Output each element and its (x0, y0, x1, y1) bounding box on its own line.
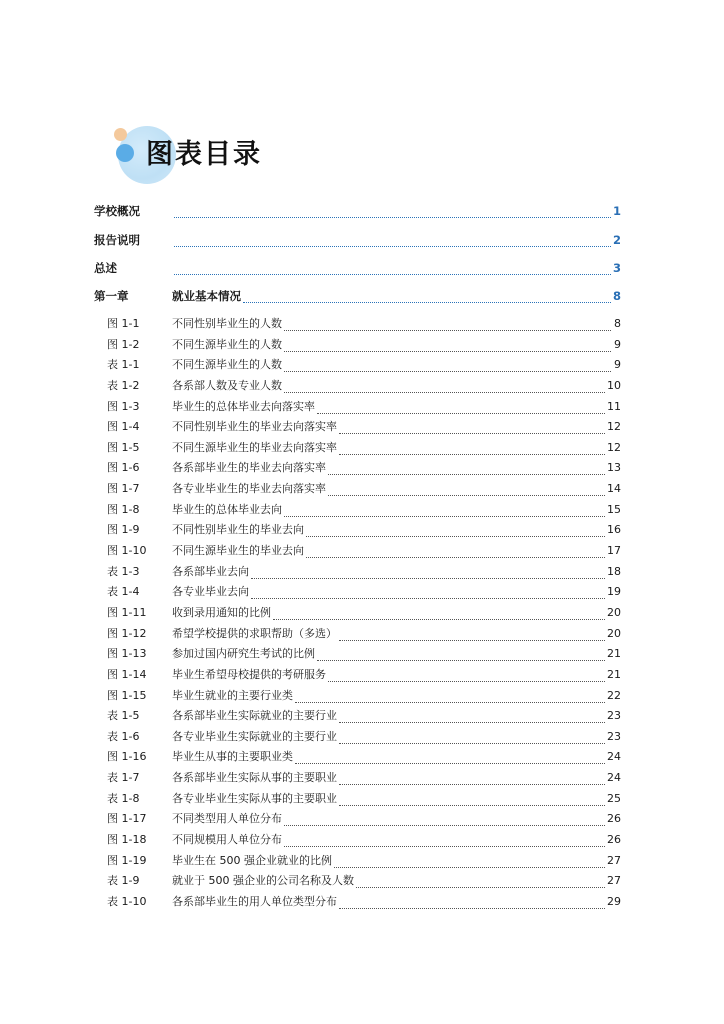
toc-entry-title: 不同性别毕业生的毕业去向 (172, 523, 304, 536)
toc-leader-dots (339, 630, 605, 641)
toc-figure-row[interactable] (94, 581, 621, 599)
toc-leader-dots (306, 526, 605, 537)
toc-entry-label: 图 1-5 (107, 441, 140, 454)
toc-leader-dots (251, 568, 605, 579)
toc-entry-title: 不同性别毕业生的人数 (172, 317, 282, 330)
toc-entry-label: 图 1-12 (107, 627, 147, 640)
toc-entry-title: 各系部毕业生的毕业去向落实率 (172, 461, 326, 474)
toc-entry-label: 表 1-1 (107, 358, 140, 371)
toc-entry-title: 毕业生的总体毕业去向 (172, 503, 282, 516)
toc-leader-dots (284, 506, 605, 517)
toc-page-number: 15 (607, 503, 621, 516)
toc-figure-row[interactable] (94, 746, 621, 764)
toc-page-number: 8 (612, 289, 621, 303)
toc-page-number: 24 (607, 771, 621, 784)
toc-entry-title: 各系部毕业生的用人单位类型分布 (172, 895, 337, 908)
toc-page-number: 2 (612, 233, 621, 247)
toc-figure-row[interactable] (94, 623, 621, 641)
toc-entry-label: 表 1-8 (107, 792, 140, 805)
toc-entry-label: 表 1-5 (107, 709, 140, 722)
toc-leader-dots (306, 547, 605, 558)
toc-figure-row[interactable] (94, 396, 621, 414)
toc-entry-title: 就业基本情况 (172, 289, 241, 303)
toc-leader-dots (174, 207, 611, 218)
toc-entry-label: 图 1-1 (107, 317, 140, 330)
toc-entry-title: 各专业毕业生的毕业去向落实率 (172, 482, 326, 495)
toc-page-number: 23 (607, 730, 621, 743)
toc-entry-title: 各专业毕业生实际从事的主要职业 (172, 792, 337, 805)
toc-leader-dots (328, 485, 605, 496)
toc-entry-title: 不同生源毕业生的毕业去向落实率 (172, 441, 337, 454)
toc-section-row[interactable] (94, 229, 621, 247)
toc-figure-row[interactable] (94, 602, 621, 620)
toc-page-number: 21 (607, 647, 621, 660)
toc-entry-title: 各系部毕业去向 (172, 565, 249, 578)
toc-page-number: 13 (607, 461, 621, 474)
toc-entry-title: 收到录用通知的比例 (172, 606, 271, 619)
toc-page-number: 3 (612, 261, 621, 275)
toc-entry-title: 毕业生从事的主要职业类 (172, 750, 293, 763)
toc-page-number: 24 (607, 750, 621, 763)
toc-entry-title: 不同规模用人单位分布 (172, 833, 282, 846)
toc-figure-row[interactable] (94, 870, 621, 888)
toc-page-number: 19 (607, 585, 621, 598)
toc-entry-label: 表 1-10 (107, 895, 147, 908)
toc-leader-dots (339, 423, 605, 434)
toc-figure-row[interactable] (94, 829, 621, 847)
toc-page-number: 20 (607, 627, 621, 640)
toc-page-number: 16 (607, 523, 621, 536)
toc-figure-row[interactable] (94, 519, 621, 537)
toc-page-number: 22 (607, 689, 621, 702)
toc-entry-label: 图 1-10 (107, 544, 147, 557)
toc-leader-dots (317, 650, 605, 661)
toc-page-number: 12 (607, 420, 621, 433)
toc-figure-row[interactable] (94, 334, 621, 352)
toc-leader-dots (251, 588, 605, 599)
toc-entry-label: 图 1-14 (107, 668, 147, 681)
toc-entry-title: 希望学校提供的求职帮助（多选） (172, 627, 337, 640)
toc-entry-label: 图 1-7 (107, 482, 140, 495)
toc-entry-title: 各专业毕业生实际就业的主要行业 (172, 730, 337, 743)
toc-entry-label: 表 1-4 (107, 585, 140, 598)
toc-leader-dots (273, 609, 605, 620)
toc-page-number: 27 (607, 854, 621, 867)
toc-entry-title: 毕业生就业的主要行业类 (172, 689, 293, 702)
toc-entry-label: 总述 (94, 261, 117, 275)
toc-leader-dots (284, 382, 605, 393)
toc-entry-label: 第一章 (94, 289, 129, 303)
toc-leader-dots (328, 671, 605, 682)
toc-entry-label: 图 1-19 (107, 854, 147, 867)
toc-entry-label: 表 1-6 (107, 730, 140, 743)
toc-figure-row[interactable] (94, 767, 621, 785)
toc-figure-row[interactable] (94, 788, 621, 806)
toc-leader-dots (284, 341, 611, 352)
toc-chapter-row[interactable] (94, 285, 621, 303)
toc-figure-row[interactable] (94, 705, 621, 723)
toc-figure-row[interactable] (94, 685, 621, 703)
toc-figure-row[interactable] (94, 499, 621, 517)
toc-entry-title: 各系部人数及专业人数 (172, 379, 282, 392)
toc-leader-dots (339, 712, 605, 723)
toc-page-number: 17 (607, 544, 621, 557)
toc-entry-label: 表 1-7 (107, 771, 140, 784)
page-title: 图表目录 (146, 139, 262, 170)
toc-page-number: 1 (612, 204, 621, 218)
toc-page-number: 27 (607, 874, 621, 887)
toc-entry-label: 图 1-15 (107, 689, 147, 702)
toc-page-number: 11 (607, 400, 621, 413)
toc-figure-row[interactable] (94, 354, 621, 372)
toc-entry-label: 表 1-3 (107, 565, 140, 578)
toc-entry-title: 不同生源毕业生的毕业去向 (172, 544, 304, 557)
toc-page-number: 20 (607, 606, 621, 619)
toc-figure-row[interactable] (94, 850, 621, 868)
toc-leader-dots (356, 877, 605, 888)
toc-entry-title: 各专业毕业去向 (172, 585, 249, 598)
toc-leader-dots (339, 795, 605, 806)
toc-figure-row[interactable] (94, 561, 621, 579)
toc-entry-title: 不同类型用人单位分布 (172, 812, 282, 825)
toc-entry-label: 图 1-17 (107, 812, 147, 825)
toc-entry-label: 图 1-6 (107, 461, 140, 474)
toc-leader-dots (174, 264, 611, 275)
toc-entry-label: 图 1-16 (107, 750, 147, 763)
toc-leader-dots (317, 403, 605, 414)
toc-entry-label: 图 1-13 (107, 647, 147, 660)
toc-figure-row[interactable] (94, 808, 621, 826)
toc-leader-dots (284, 836, 605, 847)
toc-leader-dots (284, 320, 611, 331)
toc-entry-label: 图 1-3 (107, 400, 140, 413)
toc-entry-label: 图 1-18 (107, 833, 147, 846)
toc-figure-row[interactable] (94, 891, 621, 909)
toc-entry-label: 报告说明 (94, 233, 140, 247)
toc-figure-row[interactable] (94, 643, 621, 661)
toc-entry-label: 表 1-9 (107, 874, 140, 887)
toc-entry-title: 不同生源毕业生的人数 (172, 358, 282, 371)
toc-figure-row[interactable] (94, 664, 621, 682)
toc-entry-title: 毕业生希望母校提供的考研服务 (172, 668, 326, 681)
toc-figure-row[interactable] (94, 375, 621, 393)
toc-entry-label: 学校概况 (94, 204, 140, 218)
toc-leader-dots (328, 464, 605, 475)
toc-page-number: 29 (607, 895, 621, 908)
toc-figure-row[interactable] (94, 457, 621, 475)
toc-figure-row[interactable] (94, 478, 621, 496)
toc-leader-dots (284, 361, 611, 372)
toc-leader-dots (339, 898, 605, 909)
toc-section-row[interactable] (94, 200, 621, 218)
toc-entry-title: 不同生源毕业生的人数 (172, 338, 282, 351)
toc-page-number: 21 (607, 668, 621, 681)
toc-leader-dots (339, 444, 605, 455)
toc-entry-title: 参加过国内研究生考试的比例 (172, 647, 315, 660)
toc-page-number: 8 (614, 317, 621, 330)
toc-page-number: 14 (607, 482, 621, 495)
toc-figure-row[interactable] (94, 437, 621, 455)
toc-entry-label: 表 1-2 (107, 379, 140, 392)
toc-entry-title: 不同性别毕业生的毕业去向落实率 (172, 420, 337, 433)
toc-leader-dots (174, 236, 611, 247)
toc-leader-dots (339, 774, 605, 785)
toc-entry-label: 图 1-2 (107, 338, 140, 351)
toc-page-number: 26 (607, 833, 621, 846)
toc-entry-label: 图 1-9 (107, 523, 140, 536)
toc-entry-label: 图 1-8 (107, 503, 140, 516)
toc-leader-dots (334, 857, 605, 868)
toc-section-row[interactable] (94, 257, 621, 275)
toc-entry-title: 毕业生在 500 强企业就业的比例 (172, 854, 332, 867)
toc-page-number: 25 (607, 792, 621, 805)
toc-figure-row[interactable] (94, 540, 621, 558)
toc-entry-label: 图 1-4 (107, 420, 140, 433)
toc-page-number: 9 (614, 338, 621, 351)
toc-entry-label: 图 1-11 (107, 606, 147, 619)
toc-leader-dots (284, 815, 605, 826)
toc-figure-row[interactable] (94, 726, 621, 744)
toc-page-number: 23 (607, 709, 621, 722)
toc-page-number: 12 (607, 441, 621, 454)
toc-page-number: 26 (607, 812, 621, 825)
toc-entry-title: 就业于 500 强企业的公司名称及人数 (172, 874, 354, 887)
toc-leader-dots (295, 753, 605, 764)
toc-figure-row[interactable] (94, 313, 621, 331)
toc-leader-dots (243, 292, 611, 303)
toc-leader-dots (295, 692, 605, 703)
toc-leader-dots (339, 733, 605, 744)
toc-page-number: 9 (614, 358, 621, 371)
toc-entry-title: 毕业生的总体毕业去向落实率 (172, 400, 315, 413)
toc-entry-title: 各系部毕业生实际就业的主要行业 (172, 709, 337, 722)
toc-figure-row[interactable] (94, 416, 621, 434)
toc-page-number: 18 (607, 565, 621, 578)
toc-entry-title: 各系部毕业生实际从事的主要职业 (172, 771, 337, 784)
toc-page-number: 10 (607, 379, 621, 392)
